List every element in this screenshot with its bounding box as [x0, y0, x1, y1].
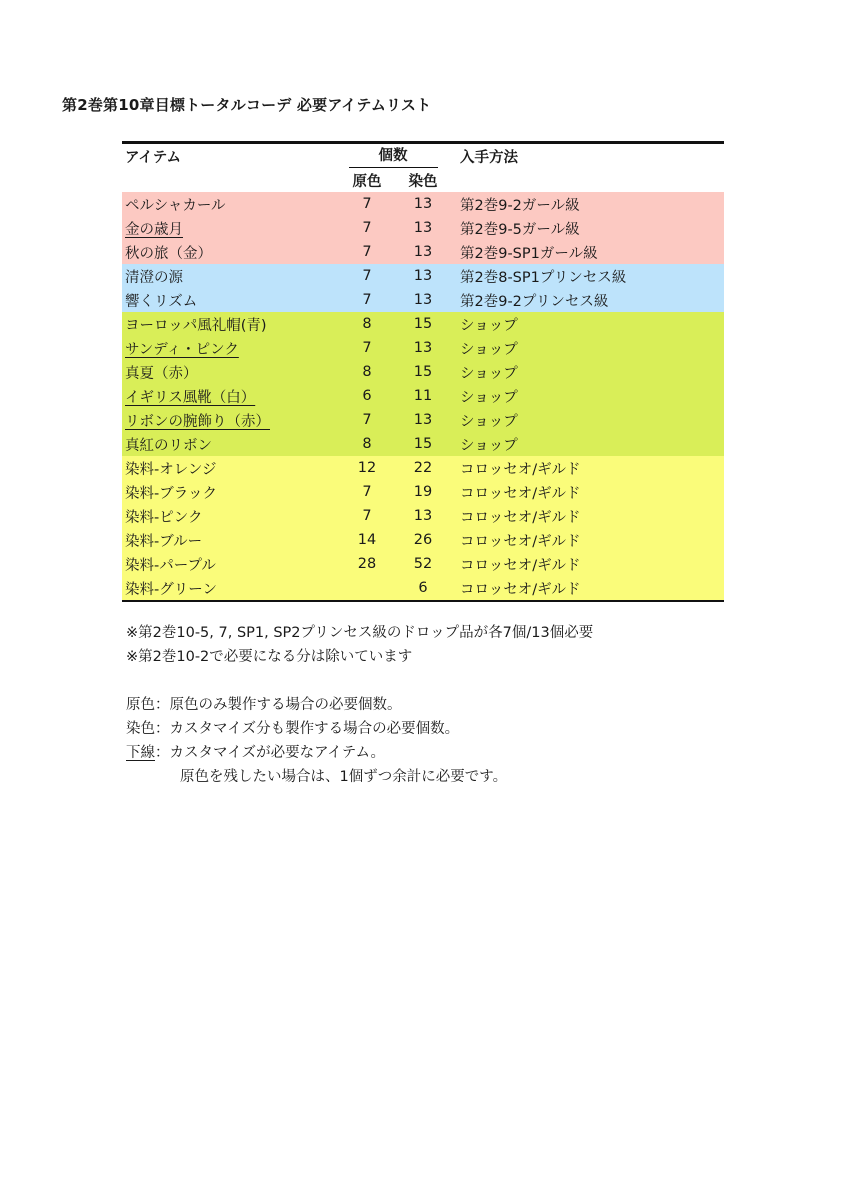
- item-name: [122, 312, 337, 336]
- table-row: [122, 576, 724, 601]
- original-count: 7: [362, 268, 372, 284]
- table-row: [122, 288, 724, 312]
- dyed-count: 13: [413, 268, 433, 284]
- item-name: [122, 480, 337, 504]
- legend-underline-text: ：カスタマイズが必要なアイテム。: [155, 745, 385, 761]
- legend-underline: [126, 741, 593, 765]
- note-drop: ※第2巻10-5, 7, SP1, SP2プリンセス級のドロップ品が各7個/13個必要: [126, 625, 594, 641]
- item-name-text: 染料-ブラック: [125, 485, 217, 502]
- original-count: 7: [362, 484, 372, 500]
- dyed-count: 52: [413, 556, 433, 572]
- table-row: [122, 216, 724, 240]
- table-row: [122, 432, 724, 456]
- source: 第2巻8-SP1プリンセス級: [460, 269, 627, 286]
- item-name-text: 染料-パープル: [125, 557, 216, 574]
- item-name: [122, 384, 337, 408]
- notes: [126, 621, 593, 789]
- item-name-text: リボンの腕飾り（赤）: [125, 413, 270, 430]
- header-source: 入手方法: [449, 143, 724, 169]
- header-dyed: 染色: [408, 173, 438, 190]
- legend-original: 原色：原色のみ製作する場合の必要個数。: [126, 697, 402, 713]
- item-name: [122, 408, 337, 432]
- item-name: [122, 264, 337, 288]
- item-table: [122, 141, 724, 602]
- original-count: 7: [362, 412, 372, 428]
- original-count: 14: [357, 532, 377, 548]
- original-count: 7: [362, 196, 372, 212]
- item-name-text: ペルシャカール: [125, 197, 226, 214]
- dyed-count: 15: [413, 364, 433, 380]
- source: コロッセオ/ギルド: [460, 485, 581, 502]
- source: 第2巻9-2ガール級: [460, 197, 580, 214]
- source: ショップ: [460, 317, 518, 334]
- dyed-count: 13: [413, 196, 433, 212]
- original-count: 12: [357, 460, 377, 476]
- item-name-text: サンディ・ピンク: [125, 341, 239, 358]
- table-row: [122, 504, 724, 528]
- source: 第2巻9-SP1ガール級: [460, 245, 598, 262]
- dyed-count: 13: [413, 340, 433, 356]
- dyed-count: 26: [413, 532, 433, 548]
- item-name-text: ヨーロッパ風礼帽(青): [125, 317, 267, 334]
- item-name: [122, 576, 337, 601]
- original-count: 7: [362, 292, 372, 308]
- original-count: [337, 576, 397, 601]
- legend-underline-label: 下線: [126, 745, 155, 761]
- table-row: [122, 384, 724, 408]
- table-row: [122, 552, 724, 576]
- source: コロッセオ/ギルド: [460, 461, 581, 478]
- source: コロッセオ/ギルド: [460, 533, 581, 550]
- item-name-text: 清澄の源: [125, 269, 183, 286]
- table-row: [122, 264, 724, 288]
- source: コロッセオ/ギルド: [460, 509, 581, 526]
- source: ショップ: [460, 413, 518, 430]
- item-name-text: 真紅のリボン: [125, 437, 212, 454]
- source: コロッセオ/ギルド: [460, 557, 581, 574]
- item-name: [122, 552, 337, 576]
- dyed-count: 22: [413, 460, 433, 476]
- item-name: [122, 288, 337, 312]
- dyed-count: 19: [413, 484, 433, 500]
- dyed-count: 13: [413, 292, 433, 308]
- legend-dyed: 染色：カスタマイズ分も製作する場合の必要個数。: [126, 721, 460, 737]
- table-row: [122, 192, 724, 216]
- item-name-text: 染料-グリーン: [125, 581, 217, 598]
- dyed-count: 13: [413, 244, 433, 260]
- source: ショップ: [460, 437, 518, 454]
- table-row: [122, 312, 724, 336]
- item-name: [122, 336, 337, 360]
- table-row: [122, 240, 724, 264]
- source: 第2巻9-2プリンセス級: [460, 293, 609, 310]
- table-row: [122, 456, 724, 480]
- dyed-count: 13: [413, 412, 433, 428]
- original-count: 6: [362, 388, 372, 404]
- dyed-count: 15: [413, 316, 433, 332]
- dyed-count: 15: [413, 436, 433, 452]
- item-name: [122, 504, 337, 528]
- table-row: [122, 360, 724, 384]
- source: ショップ: [460, 365, 518, 382]
- page-title: 第2巻第10章目標トータルコーデ 必要アイテムリスト: [62, 96, 432, 114]
- item-name-text: 染料-ブルー: [125, 533, 203, 550]
- original-count: 7: [362, 244, 372, 260]
- item-name: [122, 360, 337, 384]
- source: ショップ: [460, 389, 518, 406]
- item-name: [122, 528, 337, 552]
- item-name-text: 染料-オレンジ: [125, 461, 217, 478]
- header-item: アイテム: [122, 143, 337, 169]
- item-name: [122, 216, 337, 240]
- source: ショップ: [460, 341, 518, 358]
- table-row: [122, 528, 724, 552]
- item-name-text: 真夏（赤）: [125, 365, 198, 382]
- item-name-text: 染料-ピンク: [125, 509, 203, 526]
- note-excluded: ※第2巻10-2で必要になる分は除いています: [126, 649, 413, 665]
- table-row: [122, 480, 724, 504]
- item-name-text: 秋の旅（金）: [125, 245, 212, 262]
- legend-underline-cont: 原色を残したい場合は、1個ずつ余計に必要です。: [180, 769, 508, 785]
- source: 第2巻9-5ガール級: [460, 221, 580, 238]
- original-count: 28: [357, 556, 377, 572]
- item-name-text: 金の歳月: [125, 221, 183, 238]
- original-count: 8: [362, 436, 372, 452]
- original-count: 8: [362, 364, 372, 380]
- source: コロッセオ/ギルド: [449, 576, 724, 601]
- item-name: [122, 432, 337, 456]
- original-count: 7: [362, 220, 372, 236]
- dyed-count: 11: [413, 388, 433, 404]
- item-name-text: 響くリズム: [125, 293, 198, 310]
- header-count: 個数: [337, 143, 449, 169]
- table-row: [122, 336, 724, 360]
- original-count: 7: [362, 508, 372, 524]
- table-row: [122, 408, 724, 432]
- header-original: 原色: [352, 173, 382, 190]
- dyed-count: 13: [413, 508, 433, 524]
- dyed-count: 6: [397, 576, 449, 601]
- item-name: [122, 192, 337, 216]
- item-name: [122, 240, 337, 264]
- original-count: 7: [362, 340, 372, 356]
- dyed-count: 13: [413, 220, 433, 236]
- original-count: 8: [362, 316, 372, 332]
- item-name-text: イギリス風靴（白）: [125, 389, 256, 406]
- item-name: [122, 456, 337, 480]
